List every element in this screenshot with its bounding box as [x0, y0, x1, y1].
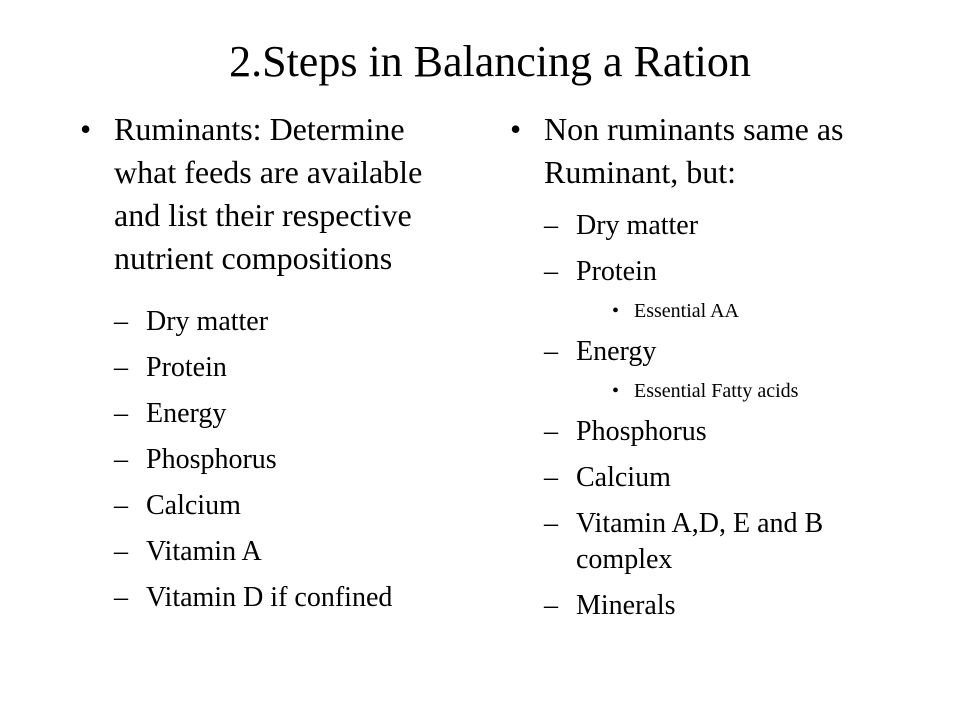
right-sub-item-calcium — [544, 460, 880, 496]
left-sub-item-energy — [114, 396, 440, 432]
dash-icon: – — [544, 256, 558, 287]
left-sub-item-protein — [114, 350, 440, 386]
sub-item-label: Energy — [576, 336, 657, 367]
third-level-label: Essential AA — [634, 300, 739, 322]
sub-item-label: Vitamin A — [146, 536, 262, 567]
right-heading: Non ruminants same as Ruminant, but: — [544, 111, 844, 190]
left-heading: Ruminants: Determine what feeds are available and list their respective nutrient compositions — [114, 111, 423, 276]
bullet-icon: • — [80, 111, 92, 147]
dash-icon: – — [114, 398, 128, 429]
sub-item-label: Dry matter — [576, 210, 699, 241]
sub-item-label: Vitamin D if confined — [146, 582, 393, 613]
dash-icon: – — [114, 352, 128, 383]
dash-icon: – — [114, 490, 128, 521]
right-sub-item-energy — [544, 334, 880, 404]
right-column — [510, 108, 880, 624]
dash-icon: – — [114, 536, 128, 567]
sub-item-label: Vitamin A,D, E and B complex — [576, 508, 824, 575]
left-bullet-item — [80, 108, 440, 616]
right-third-level-essential-fatty-acids — [576, 378, 880, 404]
dash-icon: – — [544, 508, 558, 539]
bullet-icon: • — [612, 380, 620, 402]
dash-icon: – — [114, 444, 128, 475]
right-sublist — [544, 208, 880, 624]
left-sub-item-calcium — [114, 488, 440, 524]
dash-icon: – — [114, 306, 128, 337]
bullet-icon: • — [510, 111, 522, 147]
left-sub-item-vitamin-a — [114, 534, 440, 570]
sub-item-label: Calcium — [146, 490, 241, 521]
right-bullet-item — [510, 108, 880, 624]
sub-item-label: Energy — [146, 398, 227, 429]
left-sub-item-vitamin-d — [114, 580, 440, 616]
dash-icon: – — [114, 582, 128, 613]
left-column — [80, 108, 440, 626]
sub-item-label: Protein — [146, 352, 227, 383]
dash-icon: – — [544, 336, 558, 367]
right-sub-item-protein — [544, 254, 880, 324]
left-sub-item-dry-matter — [114, 304, 440, 340]
left-sub-item-phosphorus — [114, 442, 440, 478]
right-sub-item-dry-matter — [544, 208, 880, 244]
right-sub-item-minerals — [544, 588, 880, 624]
sub-item-label: Phosphorus — [146, 444, 277, 475]
bullet-icon: • — [612, 300, 620, 322]
slide-title: 2.Steps in Balancing a Ration — [229, 37, 751, 86]
right-third-level-essential-aa — [576, 298, 880, 324]
left-sublist — [114, 304, 440, 616]
sub-item-label: Minerals — [576, 590, 676, 621]
right-sub-item-phosphorus — [544, 414, 880, 450]
sub-item-label: Phosphorus — [576, 416, 707, 447]
dash-icon: – — [544, 590, 558, 621]
sub-item-label: Calcium — [576, 462, 671, 493]
right-sub-item-vitamins — [544, 506, 880, 578]
sub-item-label: Dry matter — [146, 306, 269, 337]
dash-icon: – — [544, 416, 558, 447]
sub-item-label: Protein — [576, 256, 657, 287]
dash-icon: – — [544, 210, 558, 241]
dash-icon: – — [544, 462, 558, 493]
third-level-label: Essential Fatty acids — [634, 380, 799, 402]
